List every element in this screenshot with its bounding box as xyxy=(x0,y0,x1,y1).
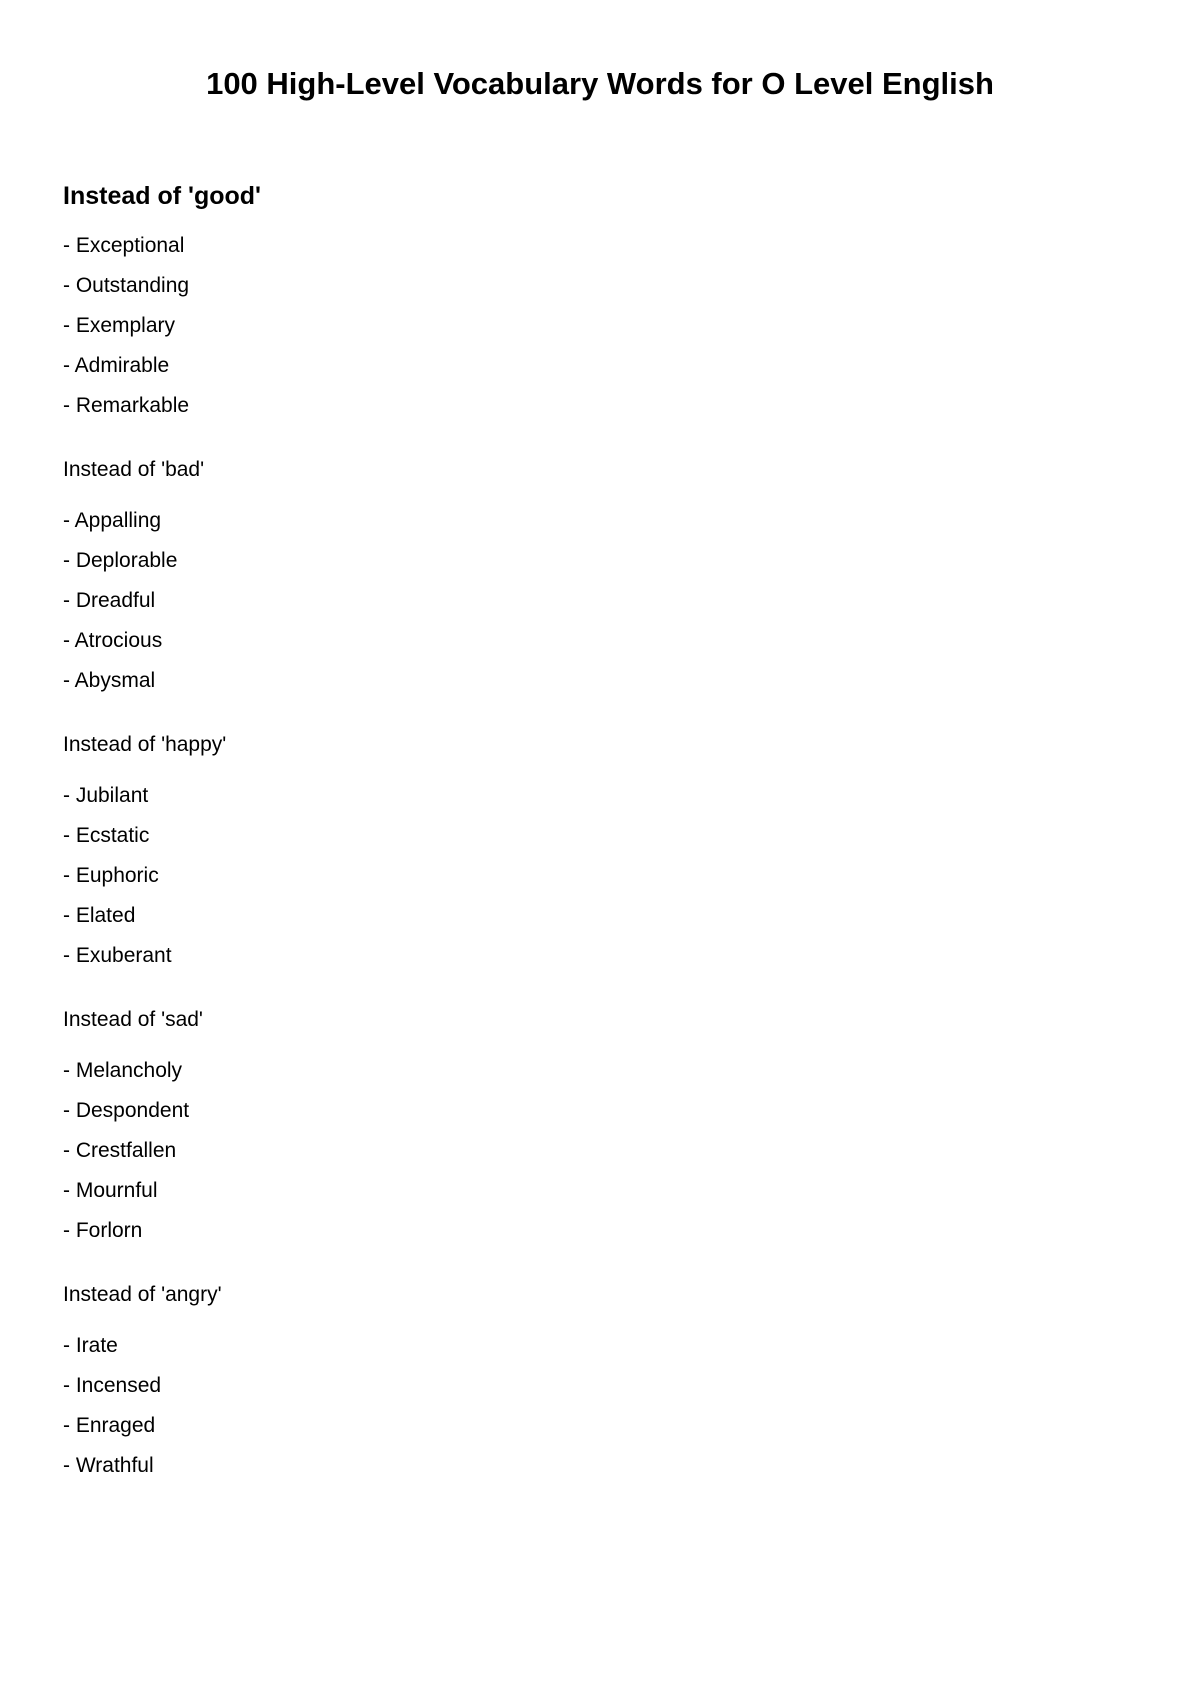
section-good xyxy=(63,180,1143,426)
section-sad xyxy=(63,1006,1143,1251)
list-item: - Wrathful xyxy=(63,1454,154,1477)
list-item: - Despondent xyxy=(63,1099,190,1122)
list-item: - Appalling xyxy=(63,509,162,532)
word-list xyxy=(63,776,1143,976)
list-item: - Euphoric xyxy=(63,864,159,887)
list-item: - Abysmal xyxy=(63,669,156,692)
section-heading: Instead of 'sad' xyxy=(63,1008,203,1031)
list-item: - Jubilant xyxy=(63,784,149,807)
document-body xyxy=(63,180,1143,1516)
list-item: - Exceptional xyxy=(63,234,185,257)
list-item: - Exuberant xyxy=(63,944,172,967)
list-item: - Atrocious xyxy=(63,629,163,652)
word-list xyxy=(63,501,1143,701)
list-item: - Mournful xyxy=(63,1179,158,1202)
list-item: - Remarkable xyxy=(63,394,190,417)
list-item: - Forlorn xyxy=(63,1219,143,1242)
list-item: - Melancholy xyxy=(63,1059,183,1082)
list-item: - Crestfallen xyxy=(63,1139,177,1162)
section-angry xyxy=(63,1281,1143,1486)
list-item: - Irate xyxy=(63,1334,118,1357)
list-item: - Incensed xyxy=(63,1374,162,1397)
section-heading: Instead of 'happy' xyxy=(63,733,227,756)
list-item: - Admirable xyxy=(63,354,170,377)
section-heading: Instead of 'angry' xyxy=(63,1283,222,1306)
word-list xyxy=(63,1326,1143,1486)
list-item: - Deplorable xyxy=(63,549,178,572)
list-item: - Enraged xyxy=(63,1414,156,1437)
section-heading: Instead of 'bad' xyxy=(63,458,205,481)
list-item: - Dreadful xyxy=(63,589,156,612)
word-list xyxy=(63,1051,1143,1251)
list-item: - Elated xyxy=(63,904,136,927)
document-title: 100 High-Level Vocabulary Words for O Level English xyxy=(206,66,994,101)
list-item: - Outstanding xyxy=(63,274,190,297)
word-list xyxy=(63,226,1143,426)
section-heading: Instead of 'good' xyxy=(63,182,261,210)
list-item: - Exemplary xyxy=(63,314,176,337)
section-happy xyxy=(63,731,1143,976)
section-bad xyxy=(63,456,1143,701)
list-item: - Ecstatic xyxy=(63,824,150,847)
